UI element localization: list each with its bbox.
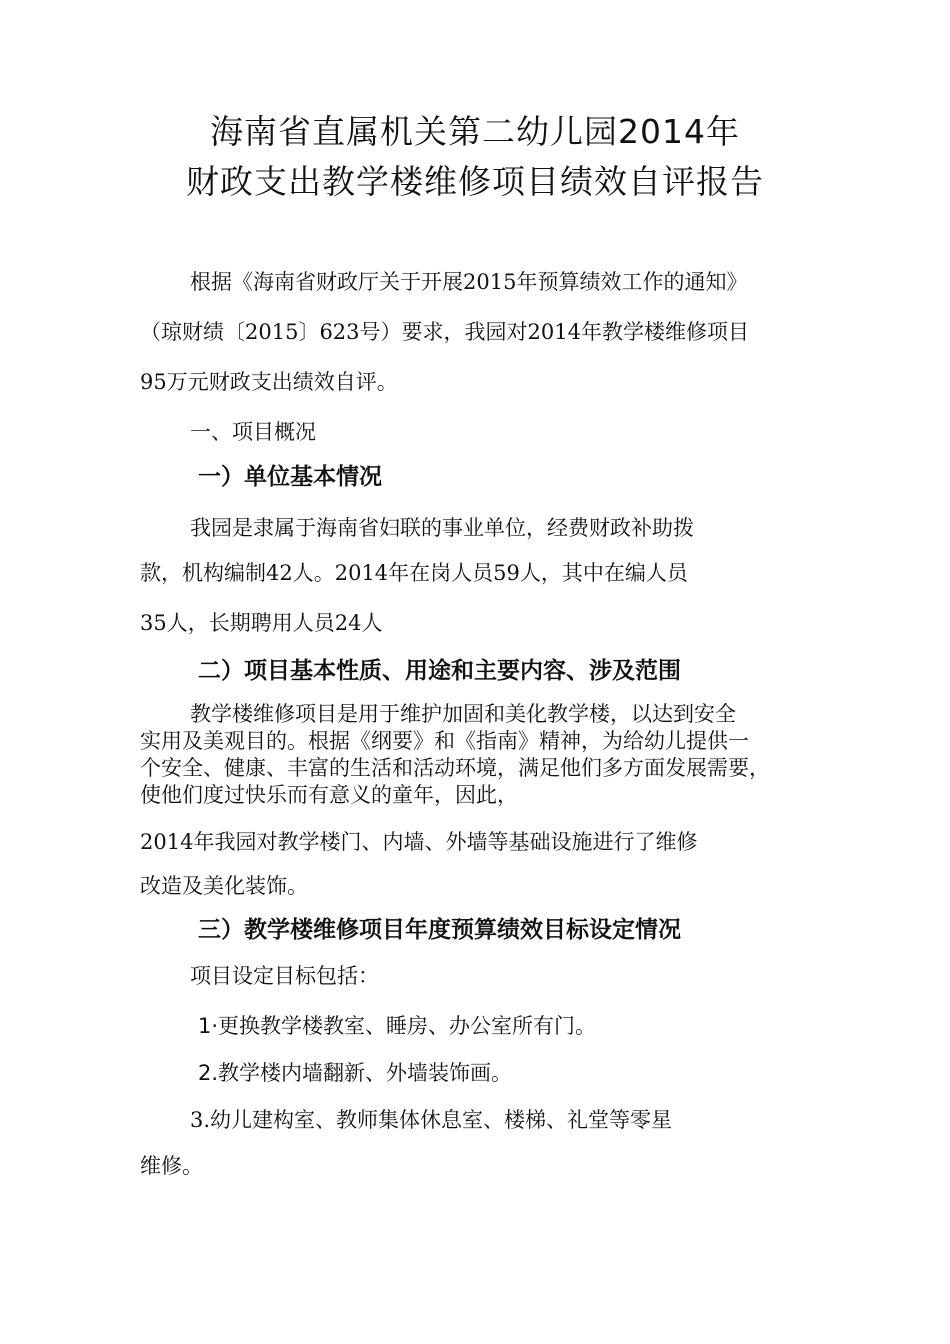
goal-item-1: 1·更换教学楼教室、睡房、办公室所有门。 [198,1014,597,1038]
subsection-heading-performance-goals: 三）教学楼维修项目年度预算绩效目标设定情况 [198,917,681,943]
project-nature-line-4: 使他们度过快乐而有意义的童年，因此， [140,783,518,807]
unit-info-line-2: 款，机构编制42人。2014年在岗人员59人，其中在编人员 [140,561,688,585]
goals-intro: 项目设定目标包括： [190,964,379,988]
project-nature-line-3: 个安全、健康、丰富的生活和活动环境，满足他们多方面发展需要， [140,756,770,780]
unit-info-line-1: 我园是隶属于海南省妇联的事业单位，经费财政补助拨 [190,516,694,540]
unit-info-line-3: 35人，长期聘用人员24人 [140,611,383,635]
project-nature-line-2: 实用及美观目的。根据《纲要》和《指南》精神，为给幼儿提供一 [140,729,749,753]
project-nature-line-1: 教学楼维修项目是用于维护加固和美化教学楼，以达到安全 [190,702,736,726]
report-title-line-1: 海南省直属机关第二幼儿园2014年 [210,112,740,151]
goal-item-3-line-2: 维修。 [140,1154,203,1178]
goal-item-2: 2.教学楼内墙翻新、外墙装饰画。 [198,1061,513,1085]
intro-paragraph-line-3: 95万元财政支出绩效自评。 [140,370,398,394]
intro-paragraph-line-2: （琼财绩〔2015〕623号）要求，我园对2014年教学楼维修项目 [140,320,749,344]
intro-paragraph-line-1: 根据《海南省财政厅关于开展2015年预算绩效工作的通知》 [190,270,748,294]
subsection-heading-project-nature: 二）项目基本性质、用途和主要内容、涉及范围 [198,658,681,684]
report-title-line-2: 财政支出教学楼维修项目绩效自评报告 [186,162,764,201]
project-nature-line-6: 改造及美化装饰。 [140,874,308,898]
project-nature-line-5: 2014年我园对教学楼门、内墙、外墙等基础设施进行了维修 [140,830,698,854]
section-heading-overview: 一、项目概况 [190,420,316,444]
subsection-heading-unit-info: 一）单位基本情况 [198,464,382,490]
goal-item-3-line-1: 3.幼儿建构室、教师集体休息室、楼梯、礼堂等零星 [190,1108,673,1132]
